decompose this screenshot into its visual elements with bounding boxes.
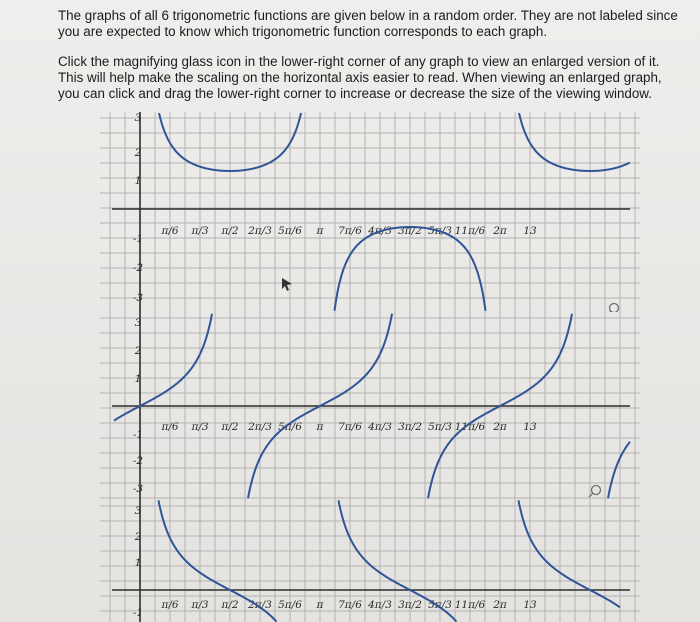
x-tick-label: 7π/6 [338, 421, 362, 433]
y-tick-label: -1 [132, 429, 144, 441]
x-tick-label: π [316, 421, 324, 433]
instruction-paragraph-1: The graphs of all 6 trigonometric functions are given below in a random order. They are not labeled since you are expected to know which trigonometric function corresponds to each graph. [58, 8, 678, 39]
y-tick-label: 2 [134, 147, 142, 159]
x-tick-label: π/3 [191, 225, 209, 237]
magnifying-glass-icon[interactable] [589, 486, 601, 498]
y-tick-label: -3 [132, 292, 144, 304]
x-tick-label: 3π/2 [398, 421, 422, 433]
y-tick-label: -1 [132, 233, 144, 245]
x-tick-label: π/2 [221, 225, 239, 237]
y-tick-label: 3 [134, 505, 142, 517]
x-tick-label: π/6 [161, 225, 179, 237]
x-tick-label: 2π/3 [248, 599, 272, 611]
y-tick-label: 3 [134, 112, 142, 124]
x-tick-label: 3π/2 [398, 225, 422, 237]
y-tick-label: 2 [134, 531, 142, 543]
x-tick-label: 5π/6 [278, 225, 302, 237]
x-tick-label: 5π/3 [428, 225, 452, 237]
x-tick-label: 7π/6 [338, 599, 362, 611]
x-tick-label: 2π [493, 421, 507, 433]
grid [100, 112, 640, 312]
y-tick-label: -1 [132, 607, 144, 619]
x-tick-label: π/3 [191, 599, 209, 611]
y-tick-label: 1 [134, 373, 142, 385]
y-tick-label: -2 [132, 262, 144, 274]
x-tick-label: π/2 [221, 421, 239, 433]
x-tick-label: 2π [493, 225, 507, 237]
y-tick-label: 3 [134, 317, 142, 329]
x-tick-label: 13 [523, 599, 537, 611]
y-tick-label: -3 [132, 483, 144, 495]
y-tick-label: 2 [134, 345, 142, 357]
x-tick-label: 5π/6 [278, 421, 302, 433]
x-tick-label: π/6 [161, 599, 179, 611]
y-tick-label: 1 [134, 175, 142, 187]
x-tick-label: 5π/3 [428, 421, 452, 433]
instruction-paragraph-2: Click the magnifying glass icon in the lower-right corner of any graph to view an enlarged version of it. This will help make the scaling on the horizontal axis easier to read. When viewing an enlarged graph, you can click and drag the lower-right corner to increase or decrease the size of the viewing window. [58, 54, 662, 101]
graph-3-svg [100, 500, 640, 622]
graph-panel-3[interactable] [100, 500, 640, 622]
x-tick-label: π/2 [221, 599, 239, 611]
y-tick-label: 1 [134, 557, 142, 569]
graph-2-svg [100, 312, 640, 500]
x-tick-label: 2π/3 [248, 421, 272, 433]
x-tick-label: 2π [493, 599, 507, 611]
x-tick-label: 4π/3 [368, 225, 392, 237]
x-tick-label: 13 [523, 421, 537, 433]
graph-1-svg [100, 112, 640, 312]
x-tick-label: 13 [523, 225, 537, 237]
x-tick-label: π [316, 225, 324, 237]
graph-panel-1[interactable] [100, 112, 640, 312]
x-tick-label: 7π/6 [338, 225, 362, 237]
graph-panel-2[interactable] [100, 312, 640, 500]
x-tick-label: 11π/6 [454, 599, 486, 611]
y-tick-label: -2 [132, 455, 144, 467]
x-tick-label: 11π/6 [454, 225, 486, 237]
x-tick-label: π/6 [161, 421, 179, 433]
x-tick-label: 11π/6 [454, 421, 486, 433]
magnifying-glass-icon[interactable] [607, 304, 619, 313]
x-tick-label: 4π/3 [368, 421, 392, 433]
x-tick-label: 3π/2 [398, 599, 422, 611]
x-tick-label: π/3 [191, 421, 209, 433]
x-tick-label: 2π/3 [248, 225, 272, 237]
x-tick-label: π [316, 599, 324, 611]
x-tick-label: 5π/6 [278, 599, 302, 611]
x-tick-label: 5π/3 [428, 599, 452, 611]
x-tick-label: 4π/3 [368, 599, 392, 611]
